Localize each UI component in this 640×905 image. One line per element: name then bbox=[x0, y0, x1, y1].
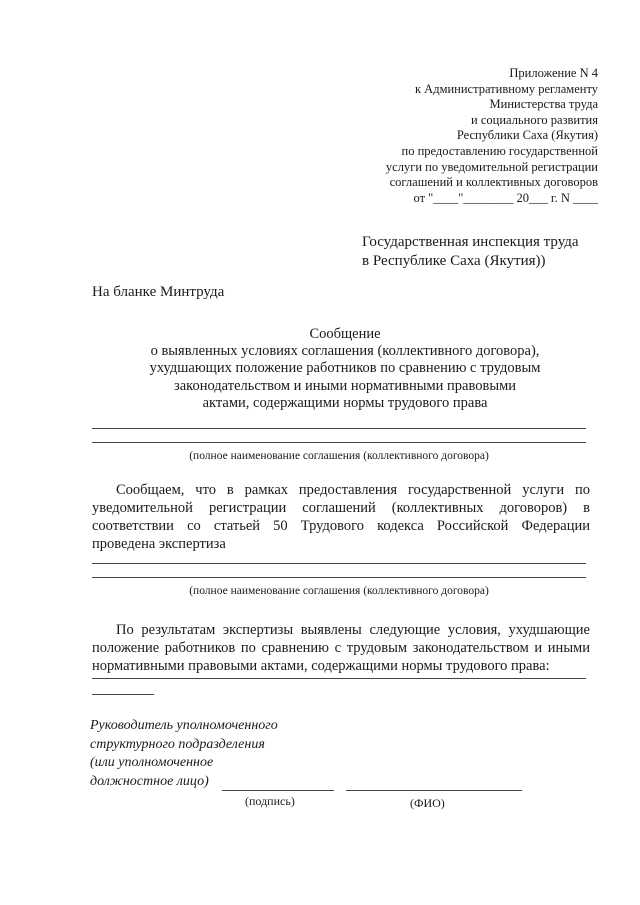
signature-line bbox=[222, 790, 334, 791]
title-line: ухудшающих положение работников по сравнению с трудовым bbox=[149, 360, 541, 377]
field-caption: (полное наименование соглашения (коллективного договора) bbox=[189, 450, 489, 462]
signer-line: структурного подразделения bbox=[90, 736, 265, 752]
paragraph-text: По результатам экспертизы выявлены следующие условия, ухудшающие положение работников по сравнению с трудовым законодательством и иными нормативными правовыми актами, содержащими нормы трудового права: bbox=[92, 622, 590, 674]
appendix-line: услуги по уведомительной регистрации bbox=[385, 159, 598, 174]
appendix-line: Республики Саха (Якутия) bbox=[456, 128, 598, 143]
addressee-line: Государственная инспекция труда bbox=[362, 234, 579, 250]
appendix-line: и социального развития bbox=[471, 112, 598, 127]
appendix-line: Министерства труда bbox=[489, 97, 598, 112]
addressee-line: в Республике Саха (Якутия)) bbox=[362, 253, 546, 269]
appendix-line: по предоставлению государственной bbox=[401, 143, 598, 158]
fill-line bbox=[92, 563, 586, 564]
title-line: актами, содержащими нормы трудового права bbox=[202, 394, 488, 411]
title-line: о выявленных условиях соглашения (коллективного договора), bbox=[150, 343, 540, 360]
signer-line: (или уполномоченное bbox=[90, 755, 214, 770]
signer-line: должностное лицо) bbox=[90, 773, 209, 789]
appendix-line: соглашений и коллективных договоров bbox=[389, 175, 598, 190]
addressee-block bbox=[362, 233, 579, 271]
signature-caption: (подпись) bbox=[245, 794, 295, 808]
fill-line bbox=[92, 678, 586, 679]
signer-block bbox=[90, 717, 278, 791]
fill-line-short bbox=[92, 694, 154, 695]
paragraph-expertise bbox=[92, 481, 590, 553]
appendix-line: Приложение N 4 bbox=[509, 66, 598, 80]
title-line: Сообщение bbox=[309, 326, 381, 342]
paragraph-text: Сообщаем, что в рамках предоставления государственной услуги по уведомительной регистрации соглашений (коллективных договоров) в соответствии со статьей 50 Трудового кодекса Российской Федерации проведена экспертиза bbox=[92, 482, 590, 552]
document-title bbox=[95, 326, 595, 412]
letterhead-note: На бланке Минтруда bbox=[92, 284, 225, 300]
appendix-line: к Административному регламенту bbox=[414, 81, 598, 96]
paragraph-results bbox=[92, 621, 590, 675]
title-line: законодательством и иными нормативными правовыми bbox=[173, 377, 517, 394]
name-line bbox=[346, 790, 522, 791]
fill-line bbox=[92, 577, 586, 578]
fill-line bbox=[92, 442, 586, 443]
signer-line: Руководитель уполномоченного bbox=[90, 718, 278, 733]
fill-line bbox=[92, 428, 586, 429]
name-caption: (ФИО) bbox=[410, 796, 445, 810]
appendix-date-line: от "____"________ 20___ г. N ____ bbox=[413, 190, 598, 205]
appendix-header bbox=[386, 66, 598, 206]
field-caption: (полное наименование соглашения (коллективного договора) bbox=[189, 585, 489, 597]
